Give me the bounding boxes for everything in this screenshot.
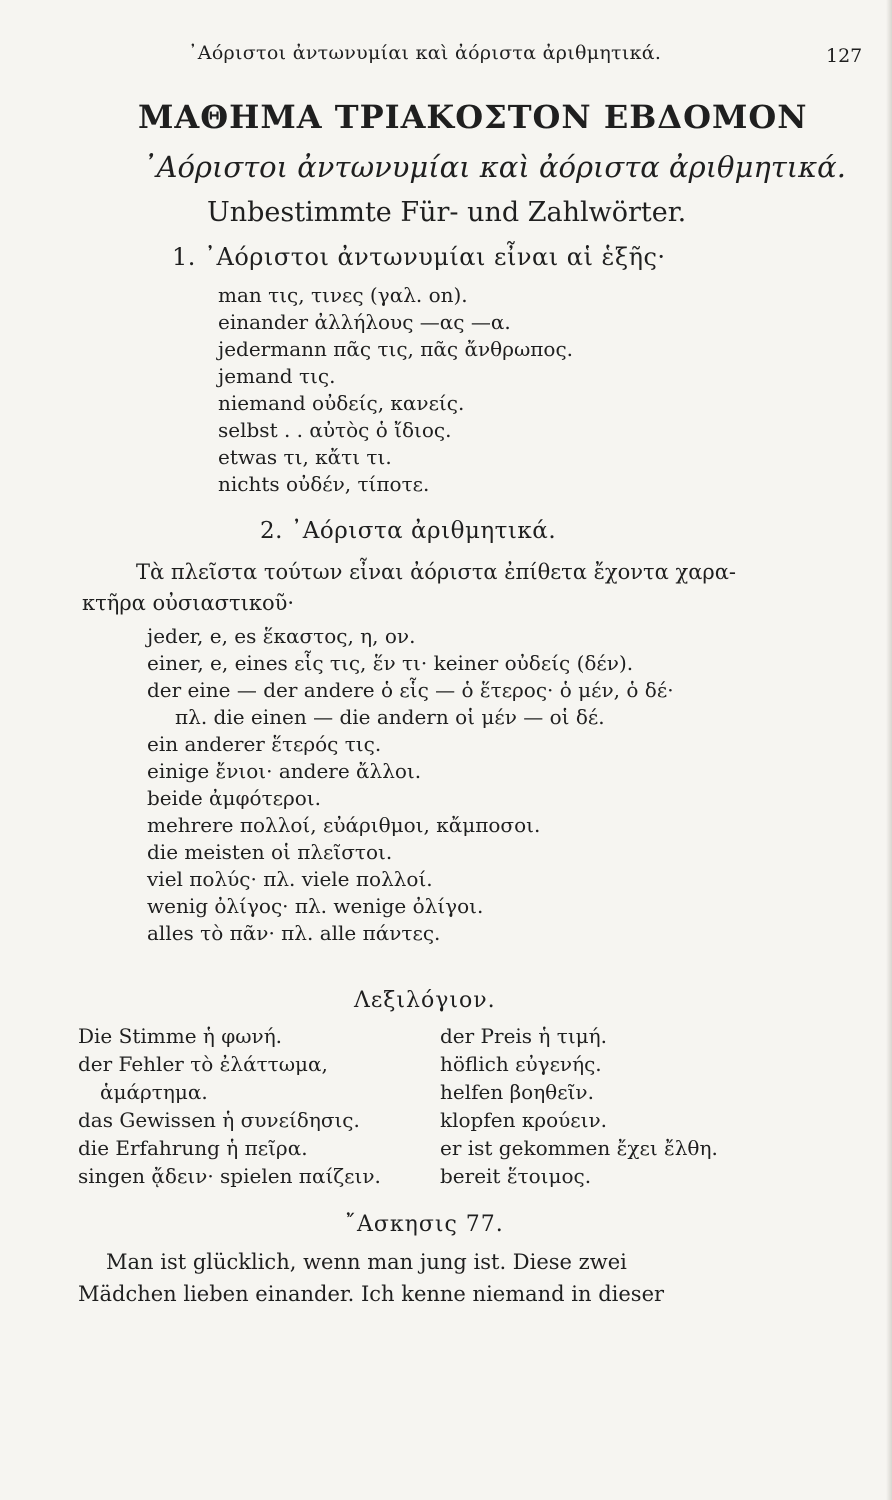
- running-title: ᾿Αόριστοι ἀντωνυμίαι καὶ ἀόριστα ἀριθμητικά.: [188, 42, 662, 64]
- page-number: 127: [826, 45, 863, 67]
- vocab-entry-left: ἁμάρτημα.: [100, 1080, 208, 1104]
- vocab-entry-right: bereit ἕτοιμος.: [440, 1164, 592, 1188]
- vocab-entry-right: der Preis ἡ τιμή.: [440, 1024, 608, 1048]
- pronoun-item: jemand τις.: [218, 364, 336, 388]
- vocab-entry-left: die Erfahrung ἡ πεῖρα.: [78, 1136, 308, 1160]
- numeral-item: mehrere πολλοί, εὐάριθμοι, κἄμποσοι.: [147, 813, 541, 837]
- vocab-entry-right: er ist gekommen ἔχει ἔλθη.: [440, 1136, 718, 1160]
- vocab-entry-right: helfen βοηθεῖν.: [440, 1080, 594, 1104]
- numeral-item: einige ἔνιοι· andere ἄλλοι.: [147, 759, 422, 783]
- numeral-item: πλ. die einen — die andern οἱ μέν — οἱ δέ.: [175, 705, 605, 729]
- vocab-entry-left: singen ᾄδειν· spielen παίζειν.: [78, 1164, 381, 1188]
- numeral-item: der eine — der andere ὁ εἷς — ὁ ἕτερος· ὁ μέν, ὁ δέ·: [147, 678, 674, 702]
- vocab-entry-left: das Gewissen ἡ συνείδησις.: [78, 1108, 360, 1132]
- exercise-line: Man ist glücklich, wenn man jung ist. Diese zwei: [106, 1250, 627, 1274]
- pronoun-item: jedermann πᾶς τις, πᾶς ἄνθρωπος.: [218, 337, 573, 361]
- vocab-entry-left: Die Stimme ἡ φωνή.: [78, 1024, 283, 1048]
- exercise-line: Mädchen lieben einander. Ich kenne niemand in dieser: [78, 1282, 665, 1306]
- section2-intro: Τὰ πλεῖστα τούτων εἶναι ἀόριστα ἐπίθετα ἔχοντα χαρα-: [136, 560, 736, 584]
- section1-heading: 1. ᾿Αόριστοι ἀντωνυμίαι εἶναι αἱ ἑξῆς·: [172, 243, 666, 271]
- numeral-item: beide ἀμφότεροι.: [147, 786, 322, 810]
- vocab-entry-left: der Fehler τὸ ἐλάττωμα,: [78, 1052, 328, 1076]
- numeral-item: viel πολύς· πλ. viele πολλοί.: [147, 867, 433, 891]
- section2-heading: 2. ᾿Αόριστα ἀριθμητικά.: [260, 518, 557, 544]
- pronoun-item: etwas τι, κἄτι τι.: [218, 445, 392, 469]
- numeral-item: einer, e, eines εἷς τις, ἕν τι· keiner οὐδείς (δέν).: [147, 651, 634, 675]
- pronoun-item: man τις, τινες (γαλ. on).: [218, 283, 468, 307]
- pronoun-item: selbst . . αὐτὸς ὁ ἴδιος.: [218, 418, 452, 442]
- pronoun-item: einander ἀλλήλους —ας —α.: [218, 310, 511, 334]
- lesson-title: ΜΑΘΗΜΑ ΤΡΙΑΚΟΣΤΟΝ ΕΒΔΟΜΟΝ: [138, 98, 808, 136]
- exercise-title: ῎Ασκησις 77.: [345, 1212, 504, 1237]
- numeral-item: die meisten οἱ πλεῖστοι.: [147, 840, 393, 864]
- vocabulary-title: Λεξιλόγιον.: [354, 988, 496, 1013]
- numeral-item: ein anderer ἕτερός τις.: [147, 732, 382, 756]
- vocab-entry-right: höflich εὐγενής.: [440, 1052, 602, 1076]
- section2-intro-cont: κτῆρα οὐσιαστικοῦ·: [82, 591, 295, 615]
- numeral-item: wenig ὀλίγος· πλ. wenige ὀλίγοι.: [147, 894, 484, 918]
- lesson-subtitle-german: Unbestimmte Für- und Zahlwörter.: [207, 197, 687, 228]
- lesson-subtitle-greek: ᾿Αόριστοι ἀντωνυμίαι καὶ ἀόριστα ἀριθμητικά.: [142, 150, 846, 184]
- vocab-entry-right: klopfen κρούειν.: [440, 1108, 608, 1132]
- numeral-item: alles τὸ πᾶν· πλ. alle πάντες.: [147, 921, 441, 945]
- numeral-item: jeder, e, es ἕκαστος, η, ον.: [147, 624, 416, 648]
- pronoun-item: niemand οὐδείς, κανείς.: [218, 391, 465, 415]
- pronoun-item: nichts οὐδέν, τίποτε.: [218, 472, 430, 496]
